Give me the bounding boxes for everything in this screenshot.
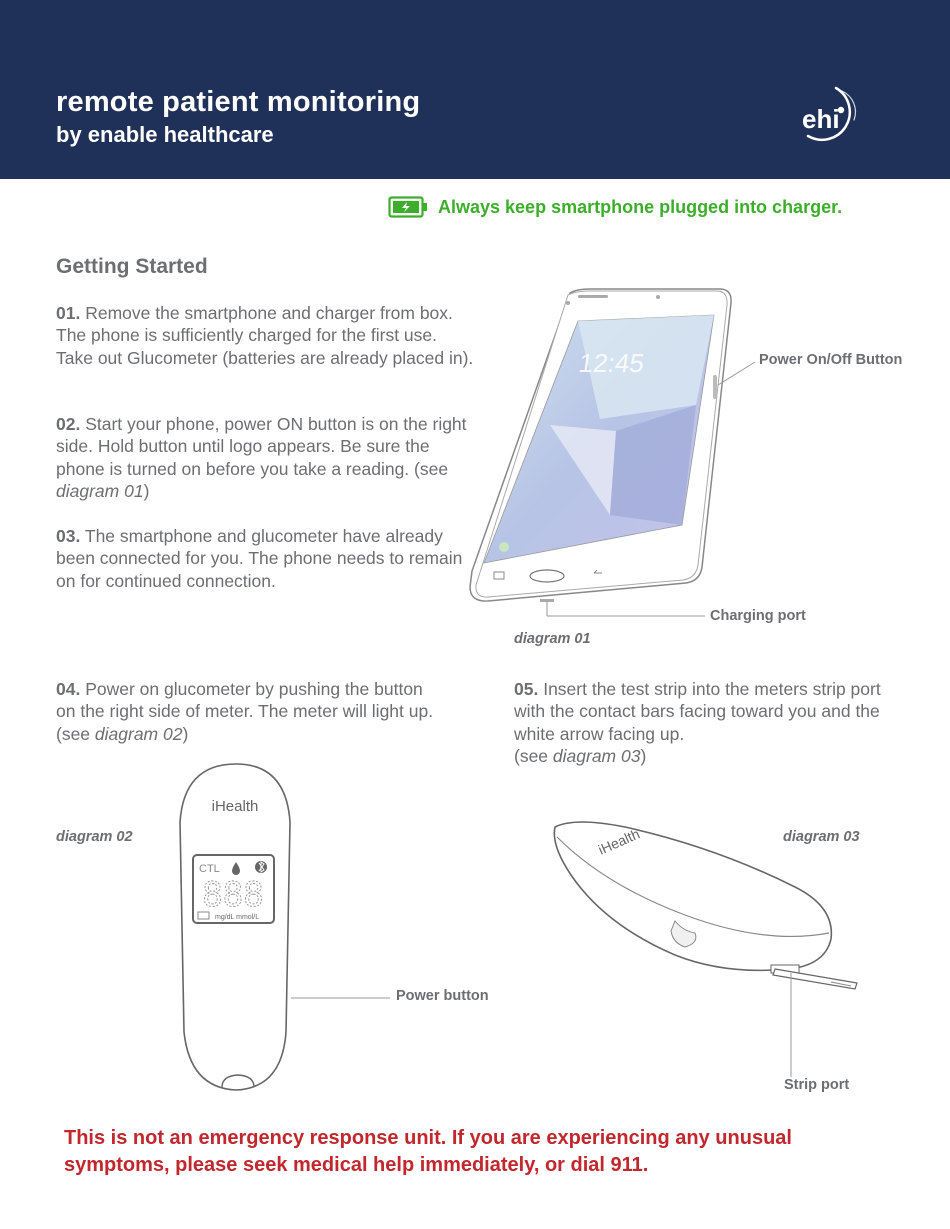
step-text: Remove the smartphone and charger from box. The phone is sufficiently charged for the first use. Take out Glucometer (batteries are already placed in).: [56, 303, 474, 368]
step-close: ): [640, 746, 647, 767]
power-button-label: Power button: [396, 988, 489, 1004]
diagram-reference: diagram 02: [94, 723, 183, 744]
diagram-03-caption: diagram 03: [783, 829, 860, 845]
strip-port-label: Strip port: [784, 1077, 850, 1093]
charge-notice-text: Always keep smartphone plugged into charger.: [438, 196, 843, 217]
display-ctl: CTL: [199, 863, 220, 875]
step-number: 04.: [56, 679, 81, 699]
diagram-reference: diagram 01: [56, 481, 144, 502]
step-text: Power on glucometer by pushing the button on the right side of meter. The meter will light up. (see: [56, 679, 434, 744]
diagram-01-caption: diagram 01: [514, 631, 591, 647]
header-title: remote patient monitoring: [56, 86, 421, 118]
power-on-off-label: Power On/Off Button: [759, 352, 903, 368]
step-number: 02.: [56, 414, 81, 434]
step-number: 01.: [56, 303, 81, 323]
step-05: [514, 678, 909, 768]
battery-charging-icon: [388, 196, 428, 218]
diagram-02-caption: diagram 02: [56, 829, 133, 845]
emergency-warning: This is not an emergency response unit. If you are experiencing any unusual symptoms, please seek medical help immediately, or dial 911.: [64, 1127, 792, 1176]
charging-port-label: Charging port: [710, 608, 806, 624]
glucometer-side-illustration: [545, 815, 865, 1085]
display-digits: 888: [202, 875, 264, 915]
step-text: Start your phone, power ON button is on the right side. Hold button until logo appears. Be sure the phone is turned on before you take a reading. (see: [56, 414, 467, 479]
step-02: [56, 413, 474, 503]
diagram-reference: diagram 03: [552, 746, 641, 767]
step-03: [56, 525, 466, 592]
phone-time: 12:45: [576, 348, 647, 378]
step-close: ): [182, 723, 189, 744]
step-04: [56, 678, 446, 745]
step-number: 05.: [514, 679, 539, 699]
header-subtitle: by enable healthcare: [56, 122, 274, 147]
smartphone-illustration: [460, 285, 760, 615]
section-title: Getting Started: [56, 255, 208, 278]
meter-brand: iHealth: [211, 798, 259, 815]
ehi-logo-icon: [796, 80, 866, 150]
step-01: [56, 302, 474, 369]
logo-text: ehi: [802, 104, 840, 134]
page-header: [0, 0, 950, 179]
meter-brand-side: iHealth: [595, 825, 643, 858]
step-text: The smartphone and glucometer have already been connected for you. The phone needs to remain on for continued connection.: [56, 526, 463, 591]
charge-notice: [388, 195, 842, 219]
step-text-2: (see: [514, 746, 553, 767]
display-units: mg/dL mmol/L: [215, 914, 260, 921]
step-number: 03.: [56, 526, 81, 546]
step-close: ): [143, 481, 150, 502]
step-text: Insert the test strip into the meters strip port with the contact bars facing toward you and the white arrow facing up.: [514, 679, 881, 744]
glucometer-front-illustration: [178, 762, 298, 1092]
